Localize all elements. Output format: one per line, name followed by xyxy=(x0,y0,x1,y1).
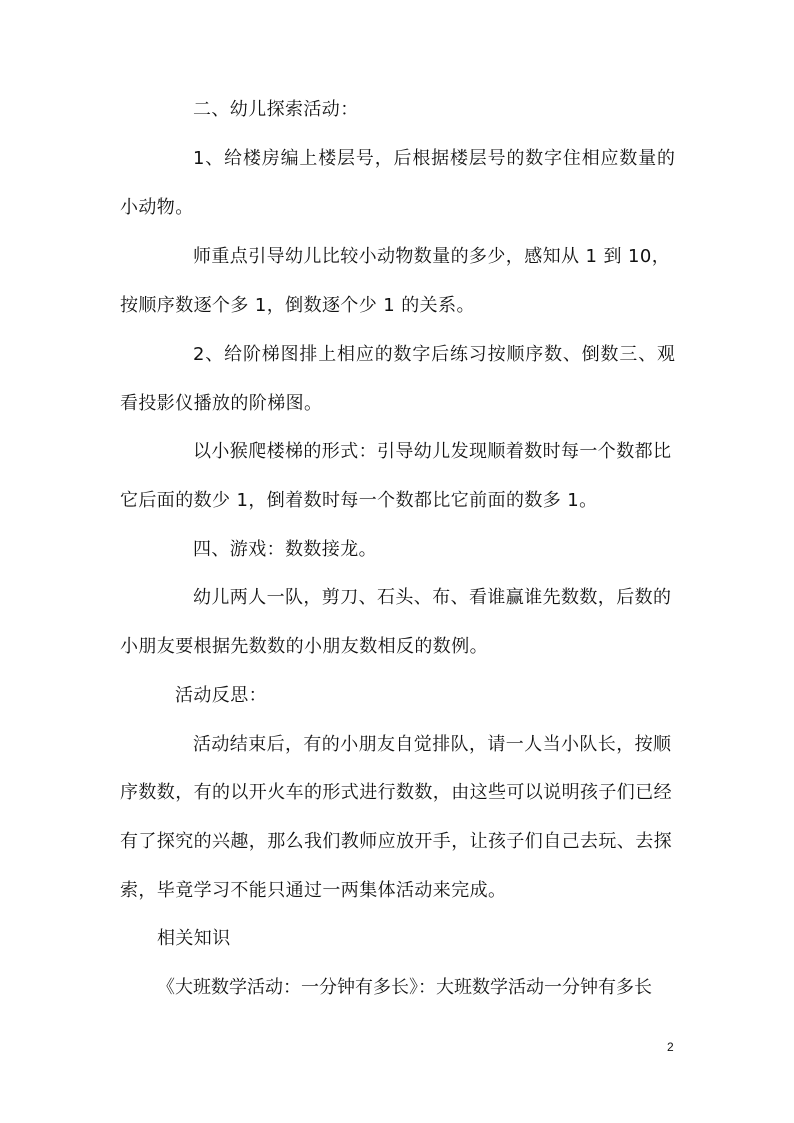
section-heading: 活动反思： xyxy=(175,685,267,706)
text-line: 2、给阶梯图排上相应的数字后练习按顺序数、倒数三、观 xyxy=(193,344,676,365)
text-line: 看投影仪播放的阶梯图。 xyxy=(120,393,323,414)
text-line: 按顺序数逐个多 1，倒数逐个少 1 的关系。 xyxy=(120,295,475,316)
text-line: 以小猴爬楼梯的形式：引导幼儿发现顺着数时每一个数都比 xyxy=(193,441,672,462)
text-line: 幼儿两人一队，剪刀、石头、布、看谁赢谁先数数，后数的 xyxy=(193,587,672,608)
text-line: 活动结束后，有的小朋友自觉排队，请一人当小队长，按顺 xyxy=(193,734,672,755)
text-line: 它后面的数少 1，倒着数时每一个数都比它前面的数多 1。 xyxy=(120,490,598,511)
section-heading: 相关知识 xyxy=(157,928,231,949)
text-line: 小朋友要根据先数数的小朋友数相反的数例。 xyxy=(120,636,488,657)
text-line: 二、幼儿探索活动： xyxy=(193,99,359,120)
text-line: 索，毕竟学习不能只通过一两集体活动来完成。 xyxy=(120,880,507,901)
page-number: 2 xyxy=(667,1040,674,1054)
text-line: 四、游戏：数数接龙。 xyxy=(193,539,377,560)
text-line: 有了探究的兴趣，那么我们教师应放开手，让孩子们自己去玩、去探 xyxy=(120,831,672,852)
text-line: 序数数，有的以开火车的形式进行数数，由这些可以说明孩子们已经 xyxy=(120,782,672,803)
text-line: 1、给楼房编上楼层号，后根据楼层号的数字住相应数量的 xyxy=(193,148,676,169)
text-line: 师重点引导幼儿比较小动物数量的多少，感知从 1 到 10， xyxy=(193,246,671,267)
text-line: 《大班数学活动：一分钟有多长》：大班数学活动一分钟有多长 xyxy=(157,977,652,998)
text-line: 小动物。 xyxy=(120,197,194,218)
